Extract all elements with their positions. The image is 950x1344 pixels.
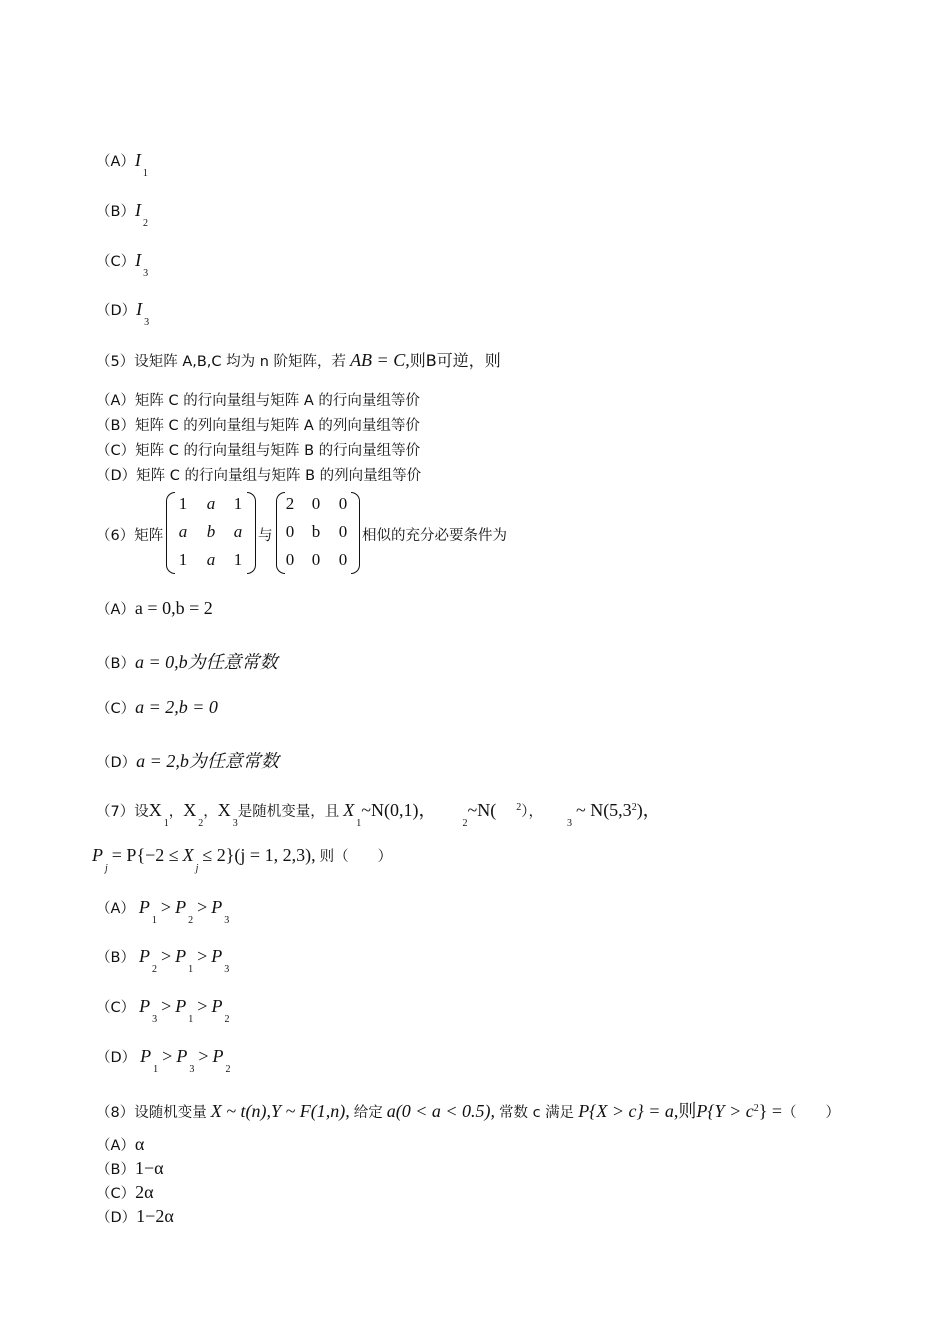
option-label: （A） [96, 901, 135, 917]
matrix-cell: b [206, 522, 216, 541]
option-label: （B） [96, 204, 135, 220]
option-label: （A） [96, 154, 135, 170]
var-p: P [211, 996, 223, 1016]
matrix-cell: 0 [285, 550, 295, 569]
var-p: P [211, 897, 223, 917]
gt-sign: > [160, 946, 172, 966]
option-label: （C） [96, 1000, 136, 1016]
q8-formula-4: P{Y > c [696, 1101, 754, 1121]
gt-sign: > [198, 1046, 209, 1066]
q4-option-c [96, 250, 149, 279]
subscript: 2 [142, 218, 148, 229]
option-text: 1−α [134, 1158, 164, 1178]
q6-option-c [96, 697, 218, 718]
var-p: P [211, 946, 223, 966]
dist-1: ~N(0,1)， [361, 800, 437, 820]
q5-suffix: 则B可逆，则 [409, 351, 501, 370]
option-label: （A） [96, 602, 135, 618]
q4-option-d [96, 299, 150, 328]
q5-option-d: （D）矩阵 C 的行向量组与矩阵 B 的列向量组等价 [96, 468, 422, 484]
subscript: j [105, 863, 108, 874]
var-x: X [217, 800, 231, 820]
q6-connector: 与 [258, 528, 273, 544]
q8-label: （8）设随机变量 [96, 1105, 207, 1121]
subscript: 1 [188, 964, 194, 975]
option-text: 2α [135, 1182, 154, 1202]
q8-option-b [96, 1158, 164, 1179]
matrix-cell: a [206, 494, 216, 513]
subscript: 1 [153, 1064, 159, 1075]
option-label: （C） [96, 1186, 136, 1202]
matrix-cell: 0 [311, 550, 321, 569]
q8-blank: （ ） [782, 1105, 840, 1121]
subscript: 3 [566, 818, 572, 829]
q8-stem [96, 1097, 840, 1123]
q5-formula: AB = C, [350, 350, 410, 370]
matrix-cell: 1 [178, 550, 188, 569]
matrix-cell: 0 [338, 550, 348, 569]
q5-prefix: （5）设矩阵 A,B,C 均为 n 阶矩阵，若 [96, 354, 347, 370]
gt-sign: > [162, 1046, 173, 1066]
gt-sign: > [197, 996, 208, 1016]
q8-formula-4-end: } = [758, 1101, 782, 1121]
option-text: a = 0,b = 2 [134, 598, 213, 618]
var-p: P [138, 946, 150, 966]
subscript: 2 [151, 964, 157, 975]
var-p: P [139, 996, 151, 1016]
gt-sign: > [161, 996, 172, 1016]
q7-option-c [96, 996, 230, 1025]
subscript: 3 [143, 268, 149, 279]
prob-expr-rest: ≤ 2}(j = 1, 2,3), [202, 845, 316, 865]
var-p: P [212, 1046, 224, 1066]
var-p: P [176, 1046, 188, 1066]
option-label: （B） [96, 950, 135, 966]
matrix-cell: 0 [338, 494, 348, 513]
q4-option-b [96, 200, 148, 229]
separator: ， [203, 804, 218, 820]
option-text: 1−2α [136, 1206, 174, 1226]
var-p: P [92, 845, 103, 865]
var-p: P [175, 897, 187, 917]
matrix-cell: a [233, 522, 243, 541]
q8-text-2: 常数 c 满足 [498, 1105, 575, 1121]
q7-mid-text: 是随机变量，且 [237, 804, 340, 820]
q8-text-1: 给定 [353, 1105, 383, 1121]
option-text: a = 0,b为任意常数 [134, 652, 278, 672]
subscript: 1 [142, 168, 148, 179]
var-x: X [148, 800, 162, 820]
option-text: α [134, 1134, 145, 1154]
dist-3: ~ N(5,3 [575, 800, 632, 820]
dist-2-end: ）， [521, 804, 543, 820]
superscript: 2 [631, 802, 637, 813]
matrix-cell: 0 [285, 522, 295, 541]
var-i: I [135, 250, 142, 270]
subscript: 2 [198, 818, 204, 829]
option-label: （B） [96, 1162, 135, 1178]
q6-option-a [96, 598, 213, 619]
matrix-cell: 1 [233, 494, 243, 513]
separator: ， [168, 804, 184, 820]
option-label: （D） [96, 1210, 137, 1226]
matrix-cell: 1 [233, 550, 243, 569]
option-label: （D） [96, 755, 137, 771]
dist-3-end: )， [636, 800, 661, 820]
superscript: 2 [753, 1103, 759, 1114]
matrix-cell: 2 [285, 494, 295, 513]
matrix-1 [166, 492, 256, 576]
q6-prefix: （6）矩阵 [96, 528, 164, 544]
subscript: 2 [224, 1014, 230, 1025]
q8-formula-2: a(0 < a < 0.5), [386, 1101, 495, 1121]
q8-option-d [96, 1206, 174, 1227]
q5-option-a: （A）矩阵 C 的行向量组与矩阵 A 的行向量组等价 [96, 393, 420, 409]
option-label: （D） [96, 303, 137, 319]
var-i: I [134, 200, 141, 220]
option-text: a = 2,b = 0 [135, 697, 218, 717]
q7-stem-line1 [96, 796, 661, 829]
dist-2: ~N( [467, 800, 497, 820]
q7-option-a [96, 897, 230, 926]
gt-sign: > [160, 897, 172, 917]
subscript: 3 [232, 818, 238, 829]
matrix-cell: 0 [338, 522, 348, 541]
var-x: X [182, 845, 194, 865]
option-label: （D） [96, 1050, 137, 1066]
q8-option-c [96, 1182, 154, 1203]
subscript: 3 [144, 317, 150, 328]
var-p: P [138, 897, 150, 917]
matrix-2 [276, 492, 360, 576]
var-i: I [136, 299, 143, 319]
q6-suffix: 相似的充分必要条件为 [362, 528, 507, 544]
var-x: X [343, 800, 355, 820]
subscript: 2 [225, 1064, 231, 1075]
matrix-cell: 0 [311, 494, 321, 513]
q8-formula-1: X ~ t(n),Y ~ F(1,n), [210, 1101, 350, 1121]
q7-label: （7）设 [96, 804, 149, 820]
gt-sign: > [197, 897, 208, 917]
option-text: a = 2,b为任意常数 [136, 751, 279, 771]
subscript: 1 [163, 818, 169, 829]
subscript: 1 [151, 915, 157, 926]
q8-text-3: ,则 [673, 1101, 697, 1121]
q7-option-b [96, 946, 230, 975]
subscript: 3 [189, 1064, 195, 1075]
q5-option-c: （C）矩阵 C 的行向量组与矩阵 B 的行向量组等价 [96, 443, 421, 459]
matrix-cell: b [311, 522, 321, 541]
q6-option-b [96, 648, 278, 674]
subscript: 2 [188, 915, 194, 926]
q6-option-d [96, 747, 279, 773]
q5-option-b: （B）矩阵 C 的列向量组与矩阵 A 的列向量组等价 [96, 418, 420, 434]
subscript: 1 [356, 818, 362, 829]
gt-sign: > [197, 946, 208, 966]
var-p: P [175, 996, 187, 1016]
var-i: I [134, 150, 141, 170]
q8-formula-3: P{X > c} = a [578, 1101, 674, 1121]
q5-stem [96, 348, 501, 371]
option-label: （B） [96, 656, 135, 672]
var-p: P [175, 946, 187, 966]
var-p: P [140, 1046, 152, 1066]
right-paren [351, 492, 360, 574]
q4-option-a [96, 150, 148, 179]
option-label: （A） [96, 1138, 135, 1154]
q7-option-d [96, 1046, 231, 1075]
matrix-cell: 1 [178, 494, 188, 513]
prob-expr: = P{−2 ≤ [111, 845, 179, 865]
subscript: 3 [224, 915, 230, 926]
option-label: （C） [96, 701, 136, 717]
q7-stem-line2 [92, 845, 393, 874]
subscript: 3 [152, 1014, 158, 1025]
subscript: 2 [462, 818, 468, 829]
q8-option-a [96, 1134, 144, 1155]
subscript: 1 [188, 1014, 194, 1025]
matrix-cell: a [178, 522, 188, 541]
superscript: 2 [516, 802, 522, 813]
q7-blank: 则（ ） [319, 849, 393, 865]
var-x: X [183, 800, 197, 820]
matrix-cell: a [206, 550, 216, 569]
subscript: j [195, 863, 199, 874]
subscript: 3 [224, 964, 230, 975]
right-paren [247, 492, 256, 574]
option-label: （C） [96, 254, 136, 270]
